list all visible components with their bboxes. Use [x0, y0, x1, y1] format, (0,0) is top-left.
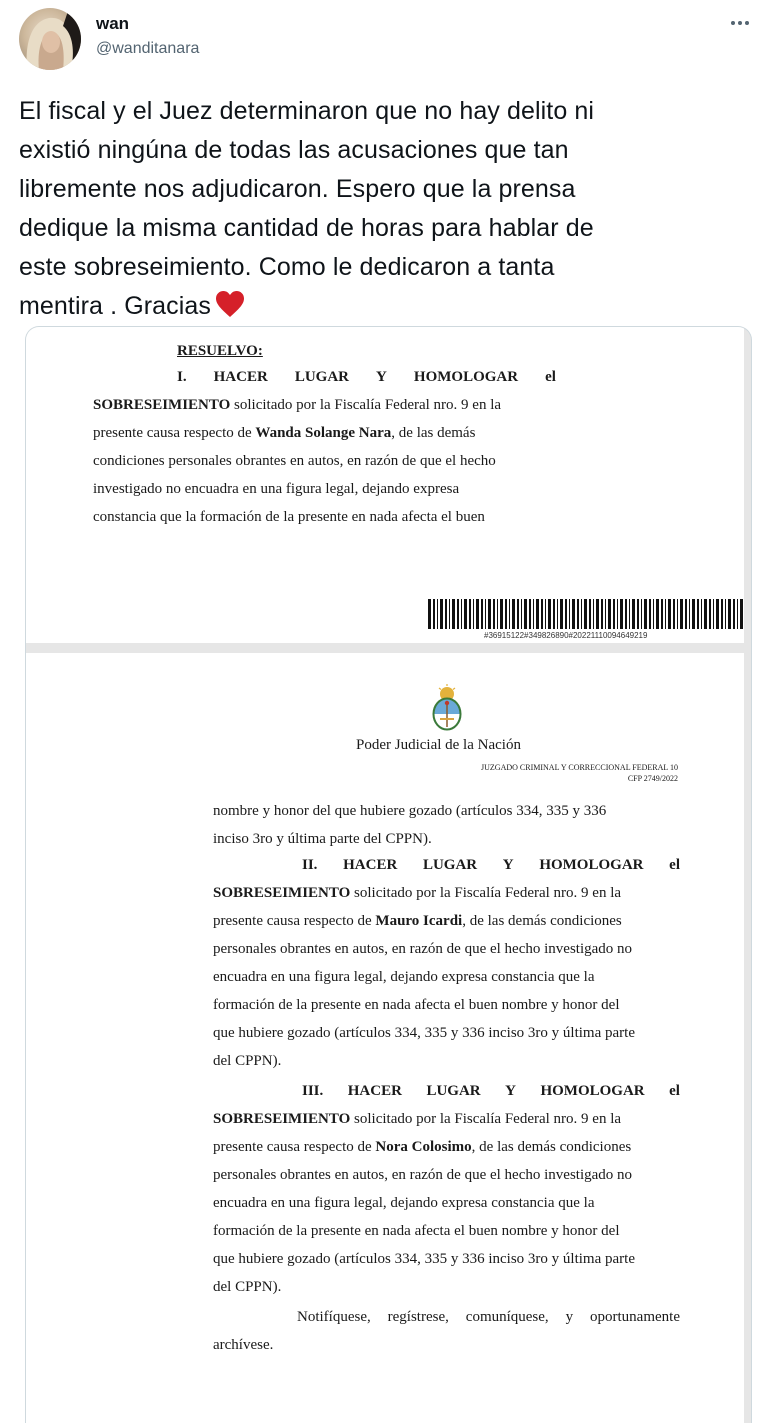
- court-division: JUZGADO CRIMINAL Y CORRECCIONAL FEDERAL 10: [481, 763, 678, 772]
- word: y: [565, 1309, 574, 1325]
- line-text: presente causa respecto de: [213, 1139, 376, 1155]
- doc-line: [93, 425, 475, 442]
- line-text: , de las demás: [391, 425, 476, 441]
- line-text: , de las demás condiciones: [471, 1139, 632, 1155]
- word: HACER: [347, 1083, 402, 1099]
- closing-line: [297, 1309, 680, 1326]
- line-text: presente causa respecto de: [93, 425, 256, 441]
- bold-term: SOBRESEIMIENTO: [213, 885, 351, 901]
- word: Y: [376, 369, 387, 385]
- doc-line: condiciones personales obrantes en autos, en razón de que el hecho: [93, 453, 496, 469]
- word: LUGAR: [426, 1083, 481, 1099]
- doc-line: personales obrantes en autos, en razón de que el hecho investigado no: [213, 1167, 633, 1183]
- word: HOMOLOGAR: [540, 1083, 645, 1099]
- word: Y: [505, 1083, 516, 1099]
- word: comuníquese,: [465, 1309, 549, 1325]
- tweet-text-line: libremente nos adjudicaron. Espero que la prensa: [19, 175, 576, 203]
- line-text: solicitado por la Fiscalía Federal nro. 9 en la: [230, 397, 502, 413]
- doc-line: encuadra en una figura legal, dejando expresa constancia que la: [213, 1195, 595, 1211]
- doc-line: formación de la presente en nada afecta el buen nombre y honor del: [213, 1223, 620, 1239]
- doc-line: [213, 1139, 631, 1156]
- word: el: [545, 369, 556, 385]
- barcode: [428, 599, 744, 629]
- word: HACER: [343, 857, 398, 873]
- word: Y: [502, 857, 514, 873]
- doc-line: [213, 1111, 621, 1128]
- more-dot: [745, 21, 749, 25]
- point-2-heading: [302, 857, 680, 874]
- doc-line: que hubiere gozado (artículos 334, 335 y 336 inciso 3ro y última parte: [213, 1251, 635, 1267]
- tweet-media-image[interactable]: [25, 326, 752, 1423]
- numeral: III.: [302, 1083, 324, 1099]
- document-page-1: [26, 327, 744, 643]
- user-handle[interactable]: @wanditanara: [96, 40, 200, 57]
- more-options-button[interactable]: [722, 10, 756, 36]
- more-dot: [738, 21, 742, 25]
- avatar[interactable]: [19, 8, 81, 70]
- court-subtitle: [481, 762, 678, 784]
- word: LUGAR: [422, 857, 478, 873]
- line-text: , de las demás condiciones: [462, 913, 622, 929]
- doc-line: del CPPN).: [213, 1053, 282, 1069]
- word: HOMOLOGAR: [539, 857, 644, 873]
- document-page-2: [26, 653, 744, 1423]
- tweet-text: [19, 92, 739, 330]
- doc-line: personales obrantes en autos, en razón de que el hecho investigado no: [213, 941, 633, 957]
- tweet-text-line: El fiscal y el Juez determinaron que no hay delito ni: [19, 97, 595, 125]
- doc-line: investigado no encuadra en una figura legal, dejando expresa: [93, 481, 460, 497]
- tweet-header: [0, 0, 767, 80]
- point-1-heading: [177, 369, 556, 386]
- doc-line: inciso 3ro y última parte del CPPN).: [213, 831, 432, 847]
- doc-line: [213, 885, 621, 902]
- tweet-text-line: existió ningúna de todas las acusaciones que tan: [19, 136, 569, 164]
- display-name[interactable]: wan: [96, 14, 130, 33]
- doc-line: del CPPN).: [213, 1279, 282, 1295]
- tweet-text-last-line: [19, 287, 739, 330]
- point-3-heading: [302, 1083, 680, 1100]
- person-name: Mauro Icardi: [375, 913, 463, 929]
- more-horizontal-icon: [731, 21, 735, 25]
- line-text: presente causa respecto de: [213, 913, 376, 929]
- barcode-number: #36915122#349826890#20221110094649219: [484, 631, 648, 640]
- coat-of-arms-icon: [428, 683, 466, 738]
- heart-icon: [215, 290, 245, 330]
- line-text: solicitado por la Fiscalía Federal nro. 9 en la: [350, 885, 622, 901]
- word: regístrese,: [387, 1309, 449, 1325]
- person-name: Wanda Solange Nara: [255, 425, 392, 441]
- doc-line: constancia que la formación de la presente en nada afecta el buen: [93, 509, 485, 525]
- doc-line: formación de la presente en nada afecta el buen nombre y honor del: [213, 997, 620, 1013]
- closing-last-line: archívese.: [213, 1337, 274, 1353]
- person-name: Nora Colosimo: [375, 1139, 472, 1155]
- line-text: solicitado por la Fiscalía Federal nro. 9 en la: [350, 1111, 622, 1127]
- doc-line: encuadra en una figura legal, dejando expresa constancia que la: [213, 969, 595, 985]
- resuelvo-heading: RESUELVO:: [177, 343, 263, 359]
- tweet-text-line: este sobreseimiento. Como le dedicaron a tanta: [19, 253, 555, 281]
- word: el: [669, 857, 680, 873]
- word: HOMOLOGAR: [413, 369, 519, 385]
- doc-line: [93, 397, 501, 414]
- doc-line: nombre y honor del que hubiere gozado (artículos 334, 335 y 336: [213, 803, 607, 819]
- word: oportunamente: [590, 1309, 680, 1325]
- word: LUGAR: [294, 369, 349, 385]
- court-name: Poder Judicial de la Nación: [356, 737, 521, 753]
- tweet-text-line: mentira . Gracias: [19, 292, 212, 320]
- bold-term: SOBRESEIMIENTO: [213, 1111, 351, 1127]
- numeral: I.: [177, 369, 187, 385]
- case-number: CFP 2749/2022: [627, 774, 678, 783]
- numeral: II.: [302, 857, 318, 873]
- word: el: [669, 1083, 680, 1099]
- bold-term: SOBRESEIMIENTO: [93, 397, 231, 413]
- doc-line: que hubiere gozado (artículos 334, 335 y 336 inciso 3ro y última parte: [213, 1025, 635, 1041]
- tweet-text-line: dedique la misma cantidad de horas para hablar de: [19, 214, 594, 242]
- word: HACER: [213, 369, 268, 385]
- doc-line: [213, 913, 622, 930]
- word: Notifíquese,: [297, 1309, 371, 1325]
